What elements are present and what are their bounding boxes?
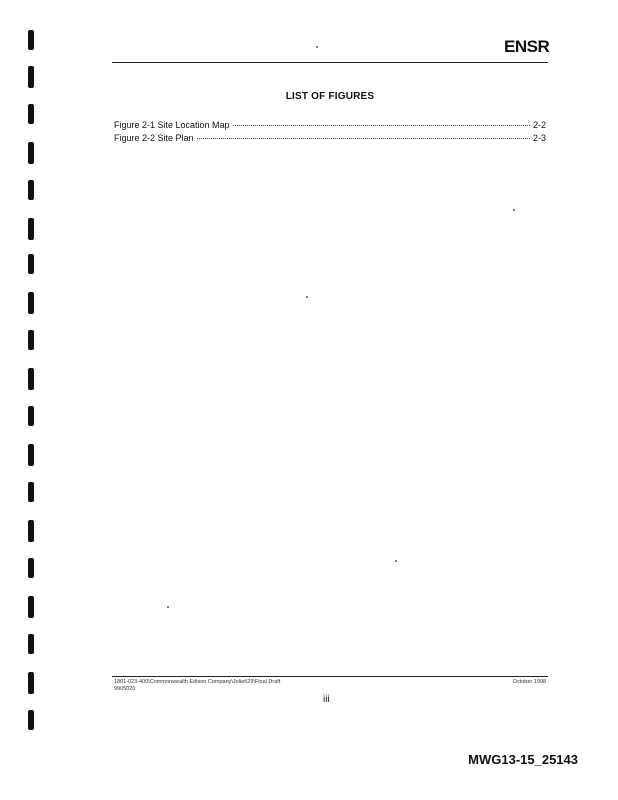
binding-hole bbox=[28, 558, 34, 578]
footer-doc-path: 1801-023-400\Commonwealth Edison Company\Joliet\29\Final Draft bbox=[114, 679, 281, 685]
dot-leader bbox=[233, 125, 530, 126]
binding-hole bbox=[28, 406, 34, 426]
figure-label: Figure 2-2 Site Plan bbox=[114, 133, 194, 143]
figure-page: 2-3 bbox=[532, 133, 546, 143]
binding-hole bbox=[28, 672, 34, 694]
bates-number: MWG13-15_25143 bbox=[468, 752, 578, 767]
binding-hole bbox=[28, 180, 34, 200]
page-number: iii bbox=[323, 694, 330, 705]
scan-speck bbox=[395, 560, 397, 562]
binding-hole bbox=[28, 330, 34, 350]
list-item[interactable] bbox=[114, 133, 546, 146]
binding-hole bbox=[28, 142, 34, 164]
binding-hole bbox=[28, 66, 34, 88]
scan-speck bbox=[167, 606, 169, 608]
binding-hole bbox=[28, 30, 34, 50]
dot-leader bbox=[197, 138, 530, 139]
binding-hole bbox=[28, 218, 34, 240]
list-item[interactable] bbox=[114, 120, 546, 133]
binding-hole bbox=[28, 444, 34, 466]
binding-hole bbox=[28, 596, 34, 618]
footer-doc-number: 9905020 bbox=[114, 686, 136, 692]
scan-speck bbox=[513, 209, 515, 211]
figures-list bbox=[114, 120, 546, 146]
binding-hole bbox=[28, 634, 34, 654]
header-rule bbox=[112, 62, 548, 63]
figure-label: Figure 2-1 Site Location Map bbox=[114, 120, 230, 130]
binding-holes bbox=[28, 0, 48, 800]
page-title: LIST OF FIGURES bbox=[285, 91, 375, 102]
binding-hole bbox=[28, 368, 34, 390]
binding-hole bbox=[28, 520, 34, 542]
binding-hole bbox=[28, 254, 34, 274]
company-logo: ENSR bbox=[504, 37, 550, 56]
scan-speck bbox=[306, 296, 308, 298]
footer-doc-info bbox=[114, 679, 280, 693]
figure-page: 2-2 bbox=[532, 120, 546, 130]
binding-hole bbox=[28, 710, 34, 730]
footer-date: October 1998 bbox=[512, 679, 546, 685]
footer-rule bbox=[112, 676, 548, 677]
binding-hole bbox=[28, 482, 34, 502]
binding-hole bbox=[28, 104, 34, 124]
binding-hole bbox=[28, 292, 34, 314]
scan-speck bbox=[316, 46, 318, 48]
